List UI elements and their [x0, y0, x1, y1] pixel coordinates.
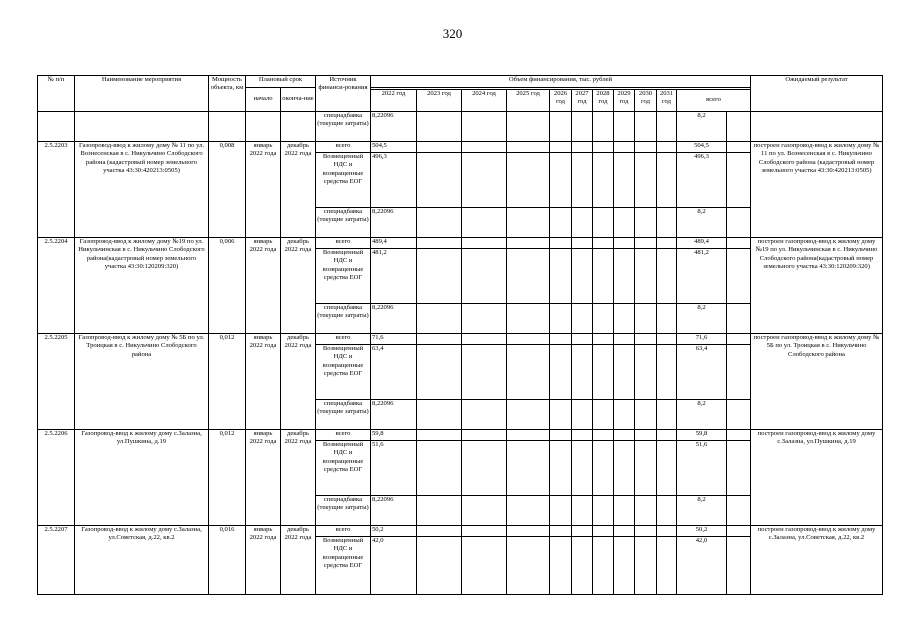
value-empty — [462, 334, 507, 345]
value-empty — [593, 249, 614, 304]
value-empty — [614, 441, 635, 496]
item-number: 2.5.2205 — [38, 334, 75, 430]
value-empty — [507, 304, 550, 334]
table-row — [38, 526, 883, 537]
value-empty — [727, 400, 751, 430]
value-empty — [550, 249, 572, 304]
value-empty — [635, 345, 657, 400]
source-cell: спецнадбавка (текущие затраты) — [316, 400, 371, 430]
value-empty — [727, 142, 751, 153]
header-sources: Источник финанси-рования — [316, 76, 371, 112]
value-empty — [635, 249, 657, 304]
item-capacity: 0,012 — [209, 430, 246, 526]
value-empty — [614, 238, 635, 249]
value-empty — [593, 537, 614, 595]
item-start: январь 2022 года — [246, 526, 281, 595]
value-empty — [507, 430, 550, 441]
value-empty — [593, 238, 614, 249]
table-row — [38, 238, 883, 249]
header-total: всего — [677, 90, 751, 112]
value-empty — [727, 208, 751, 238]
value-empty — [507, 334, 550, 345]
header-year: 2022 год — [371, 90, 417, 112]
value-empty — [727, 526, 751, 537]
table-row — [38, 334, 883, 345]
value-empty — [507, 526, 550, 537]
value-total: 504,5 — [677, 142, 727, 153]
value-total: 8,2 — [677, 400, 727, 430]
value-empty — [593, 208, 614, 238]
source-cell: спецнадбавка (текущие затраты) — [316, 208, 371, 238]
value-empty — [462, 537, 507, 595]
value-empty — [593, 496, 614, 526]
item-name: Газопровод-ввод к жилому дому с.Залазна, ул.Советская, д.22, кв.2 — [75, 526, 209, 595]
value-empty — [657, 345, 677, 400]
header-year: 2024 год — [462, 90, 507, 112]
value-empty — [417, 430, 462, 441]
header-result: Ожидаемый результат — [751, 76, 883, 112]
value-empty — [572, 238, 593, 249]
value-empty — [727, 249, 751, 304]
value-total: 8,2 — [677, 112, 727, 142]
value-total: 59,8 — [677, 430, 727, 441]
item-start: январь 2022 года — [246, 334, 281, 430]
value-empty — [417, 153, 462, 208]
value-empty — [507, 153, 550, 208]
value-empty — [550, 334, 572, 345]
header-end: оконча-ние — [281, 88, 316, 112]
value-empty — [572, 208, 593, 238]
value-empty — [462, 249, 507, 304]
value-empty — [614, 153, 635, 208]
value-empty — [417, 304, 462, 334]
header-start: начало — [246, 88, 281, 112]
value-empty — [417, 345, 462, 400]
value-empty — [550, 400, 572, 430]
value-total: 50,2 — [677, 526, 727, 537]
header-year: 2023 год — [417, 90, 462, 112]
item-end: декабрь 2022 года — [281, 142, 316, 238]
value-empty — [657, 304, 677, 334]
source-cell: всего — [316, 238, 371, 249]
financing-table — [37, 75, 883, 595]
value-empty — [593, 334, 614, 345]
source-cell: всего — [316, 334, 371, 345]
source-cell: Возмещенный НДС и возвращенные средства ЕОГ — [316, 249, 371, 304]
header-year: 2027 год — [572, 90, 593, 112]
value-empty — [550, 441, 572, 496]
source-cell: всего — [316, 526, 371, 537]
header-num: № п/п — [38, 76, 75, 112]
value-2022: 489,4 — [371, 238, 417, 249]
value-total: 8,2 — [677, 496, 727, 526]
value-empty — [614, 400, 635, 430]
item-capacity: 0,012 — [209, 334, 246, 430]
value-empty — [593, 400, 614, 430]
header-year: 2030 год — [635, 90, 657, 112]
value-2022: 8,22096 — [371, 112, 417, 142]
source-cell: Возмещенный НДС и возвращенные средства ЕОГ — [316, 153, 371, 208]
item-capacity: 0,008 — [209, 142, 246, 238]
value-empty — [657, 400, 677, 430]
value-2022: 51,6 — [371, 441, 417, 496]
item-name: Газопровод-ввод к жилому дому № 11 по ул. Вознесенская в с. Никульчино Слободского района (кадастровый номер земельного участка 43:30:420213:0505) — [75, 142, 209, 238]
value-empty — [727, 153, 751, 208]
value-empty — [657, 526, 677, 537]
value-empty — [727, 238, 751, 249]
value-empty — [657, 238, 677, 249]
table-row — [38, 112, 883, 142]
value-empty — [550, 153, 572, 208]
value-empty — [462, 345, 507, 400]
value-empty — [507, 345, 550, 400]
item-name: Газопровод-ввод к жилому дому №19 по ул. Никульчинская в с. Никульчино Слободского района(кадастровый номер земельного участка 43:30:120209:320) — [75, 238, 209, 334]
value-total: 496,3 — [677, 153, 727, 208]
table-row — [38, 142, 883, 153]
value-empty — [614, 430, 635, 441]
item-end: декабрь 2022 года — [281, 430, 316, 526]
item-capacity: 0,016 — [209, 526, 246, 595]
value-empty — [417, 334, 462, 345]
source-cell: Возмещенный НДС и возвращенные средства ЕОГ — [316, 441, 371, 496]
value-empty — [462, 496, 507, 526]
header-year: 2031 год — [657, 90, 677, 112]
value-total: 481,2 — [677, 249, 727, 304]
item-result: построен газопровод-ввод к жилому дому с.Залазна, ул.Пушкина, д.19 — [751, 430, 883, 526]
value-empty — [657, 334, 677, 345]
value-empty — [462, 441, 507, 496]
value-empty — [657, 537, 677, 595]
value-empty — [593, 153, 614, 208]
value-empty — [593, 441, 614, 496]
item-end: декабрь 2022 года — [281, 238, 316, 334]
value-empty — [417, 400, 462, 430]
value-empty — [550, 304, 572, 334]
value-empty — [635, 142, 657, 153]
value-empty — [727, 537, 751, 595]
header-period: Плановый срок — [246, 76, 316, 88]
table-row — [38, 430, 883, 441]
value-total: 51,6 — [677, 441, 727, 496]
value-empty — [572, 526, 593, 537]
value-2022: 63,4 — [371, 345, 417, 400]
item-capacity: 0,006 — [209, 238, 246, 334]
value-empty — [727, 441, 751, 496]
value-total: 8,2 — [677, 208, 727, 238]
value-empty — [593, 430, 614, 441]
value-2022: 8,22096 — [371, 208, 417, 238]
value-2022: 59,8 — [371, 430, 417, 441]
value-empty — [462, 526, 507, 537]
value-empty — [572, 334, 593, 345]
value-empty — [462, 400, 507, 430]
value-2022: 8,22096 — [371, 496, 417, 526]
value-empty — [657, 142, 677, 153]
value-empty — [593, 142, 614, 153]
source-cell: спецнадбавка (текущие затраты) — [316, 112, 371, 142]
source-cell: спецнадбавка (текущие затраты) — [316, 304, 371, 334]
value-empty — [462, 304, 507, 334]
value-2022: 481,2 — [371, 249, 417, 304]
value-empty — [417, 496, 462, 526]
value-empty — [507, 441, 550, 496]
value-empty — [657, 249, 677, 304]
value-empty — [417, 249, 462, 304]
value-empty — [614, 208, 635, 238]
value-empty — [635, 238, 657, 249]
value-empty — [550, 345, 572, 400]
value-empty — [572, 142, 593, 153]
header-year: 2028 год — [593, 90, 614, 112]
value-empty — [635, 208, 657, 238]
value-empty — [657, 208, 677, 238]
value-empty — [727, 334, 751, 345]
value-empty — [635, 441, 657, 496]
value-empty — [417, 208, 462, 238]
value-empty — [593, 304, 614, 334]
item-number: 2.5.2207 — [38, 526, 75, 595]
value-empty — [635, 400, 657, 430]
value-empty — [614, 249, 635, 304]
value-empty — [550, 430, 572, 441]
value-empty — [727, 496, 751, 526]
value-empty — [635, 526, 657, 537]
value-empty — [572, 249, 593, 304]
value-empty — [635, 430, 657, 441]
item-start: январь 2022 года — [246, 142, 281, 238]
value-2022: 504,5 — [371, 142, 417, 153]
value-2022: 50,2 — [371, 526, 417, 537]
value-empty — [593, 526, 614, 537]
value-empty — [507, 400, 550, 430]
value-empty — [572, 537, 593, 595]
value-empty — [550, 537, 572, 595]
value-2022: 42,0 — [371, 537, 417, 595]
value-empty — [572, 441, 593, 496]
value-empty — [417, 441, 462, 496]
value-empty — [417, 526, 462, 537]
value-empty — [462, 430, 507, 441]
value-total: 71,6 — [677, 334, 727, 345]
header-volume: Объем финансирования, тыс. рублей — [371, 76, 751, 88]
value-empty — [635, 304, 657, 334]
value-total: 8,2 — [677, 304, 727, 334]
value-empty — [507, 249, 550, 304]
value-empty — [572, 345, 593, 400]
value-empty — [550, 496, 572, 526]
item-start: январь 2022 года — [246, 430, 281, 526]
value-empty — [572, 304, 593, 334]
value-empty — [550, 238, 572, 249]
value-empty — [614, 345, 635, 400]
value-empty — [462, 208, 507, 238]
source-cell: Возмещенный НДС и возвращенные средства ЕОГ — [316, 537, 371, 595]
value-empty — [657, 430, 677, 441]
value-empty — [614, 142, 635, 153]
value-empty — [727, 345, 751, 400]
value-empty — [462, 142, 507, 153]
value-empty — [572, 153, 593, 208]
value-empty — [614, 496, 635, 526]
value-empty — [657, 153, 677, 208]
value-empty — [507, 208, 550, 238]
item-name: Газопровод-ввод к жилому дому с.Залазна, ул.Пушкина, д.19 — [75, 430, 209, 526]
value-2022: 8,22096 — [371, 400, 417, 430]
value-empty — [507, 496, 550, 526]
value-empty — [462, 153, 507, 208]
source-cell: всего — [316, 430, 371, 441]
value-empty — [593, 345, 614, 400]
header-name: Наименование мероприятия — [75, 76, 209, 112]
value-2022: 71,6 — [371, 334, 417, 345]
item-number: 2.5.2203 — [38, 142, 75, 238]
page-number: 320 — [442, 26, 463, 41]
value-empty — [507, 537, 550, 595]
value-total: 489,4 — [677, 238, 727, 249]
source-cell: Возмещенный НДС и возвращенные средства ЕОГ — [316, 345, 371, 400]
item-result: построен газопровод-ввод к жилому дому № 11 по ул. Вознесенская в с. Никульчино Слободского района (кадастровый номер земельного участка 43:30:420213:0505) — [751, 142, 883, 238]
value-empty — [614, 526, 635, 537]
value-empty — [507, 142, 550, 153]
value-empty — [657, 496, 677, 526]
value-empty — [550, 208, 572, 238]
value-empty — [635, 537, 657, 595]
value-empty — [417, 142, 462, 153]
value-empty — [727, 430, 751, 441]
value-empty — [417, 537, 462, 595]
value-2022: 496,3 — [371, 153, 417, 208]
header-year: 2025 год — [507, 90, 550, 112]
value-empty — [507, 238, 550, 249]
value-empty — [614, 334, 635, 345]
value-empty — [635, 334, 657, 345]
header-capacity: Мощность объекта, км — [209, 76, 246, 112]
value-empty — [572, 496, 593, 526]
value-empty — [417, 238, 462, 249]
item-result: построен газопровод-ввод к жилому дому № 5Б по ул. Троицкая в с. Никульчино Слободского района — [751, 334, 883, 430]
item-end: декабрь 2022 года — [281, 526, 316, 595]
source-cell: спецнадбавка (текущие затраты) — [316, 496, 371, 526]
item-number: 2.5.2204 — [38, 238, 75, 334]
value-empty — [572, 430, 593, 441]
source-cell: всего — [316, 142, 371, 153]
value-total: 42,0 — [677, 537, 727, 595]
value-empty — [550, 142, 572, 153]
item-name: Газопровод-ввод к жилому дому № 5Б по ул. Троицкая в с. Никульчино Слободского района — [75, 334, 209, 430]
value-empty — [635, 153, 657, 208]
value-empty — [462, 238, 507, 249]
value-empty — [614, 304, 635, 334]
value-empty — [572, 400, 593, 430]
item-start: январь 2022 года — [246, 238, 281, 334]
item-result: построен газопровод-ввод к жилому дому №19 по ул. Никульчинская в с. Никульчино Слободского района(кадастровый номер земельного участка 43:30:120209:320) — [751, 238, 883, 334]
value-empty — [657, 441, 677, 496]
value-empty — [635, 496, 657, 526]
item-result: построен газопровод-ввод к жилому дому с.Залазна, ул.Советская, д.22, кв.2 — [751, 526, 883, 595]
header-year: 2026 год — [550, 90, 572, 112]
value-2022: 8,22096 — [371, 304, 417, 334]
item-end: декабрь 2022 года — [281, 334, 316, 430]
value-empty — [614, 537, 635, 595]
item-number: 2.5.2206 — [38, 430, 75, 526]
header-year: 2029 год — [614, 90, 635, 112]
value-empty — [727, 304, 751, 334]
value-total: 63,4 — [677, 345, 727, 400]
value-empty — [550, 526, 572, 537]
